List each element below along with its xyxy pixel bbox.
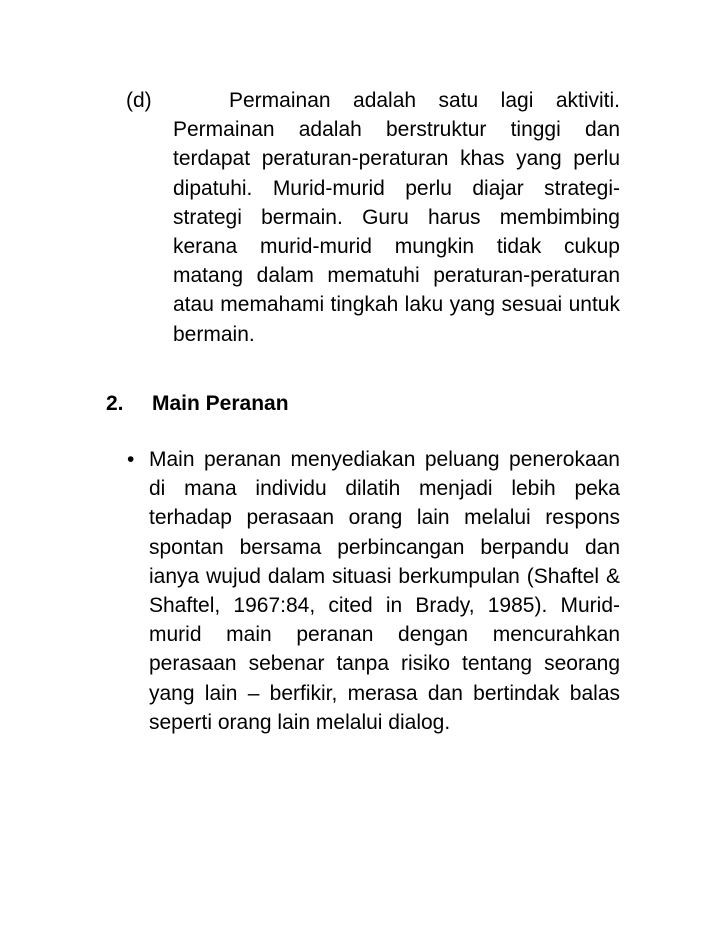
bullet-item	[127, 445, 620, 737]
bullet-icon: •	[127, 448, 135, 471]
section-title: Main Peranan	[152, 392, 289, 415]
section-heading	[106, 389, 289, 418]
paragraph-main-peranan: Main peranan menyediakan peluang penerokaan di mana individu dilatih menjadi lebih peka terhadap perasaan orang lain melalui respons spontan bersama perbincangan berpandu dan ianya wujud dalam situasi berkumpulan (Shaftel & Shaftel, 1967:84, cited in Brady, 1985). Murid-murid main peranan dengan mencurahkan perasaan sebenar tanpa risiko tentang seorang yang lain – berfikir, merasa dan bertindak balas seperti orang lain melalui dialog.	[149, 448, 620, 734]
section-number: 2.	[106, 392, 124, 415]
list-item-d	[126, 86, 620, 349]
list-marker-d: (d)	[126, 89, 152, 112]
paragraph-permainan: Permainan adalah satu lagi aktiviti. Permainan adalah berstruktur tinggi dan terdapat peraturan-peraturan khas yang perlu dipatuhi. Murid-murid perlu diajar strategi-strategi bermain. Guru harus membimbing kerana murid-murid mungkin tidak cukup matang dalam mematuhi peraturan-peraturan atau memahami tingkah laku yang sesuai untuk bermain.	[173, 89, 620, 346]
